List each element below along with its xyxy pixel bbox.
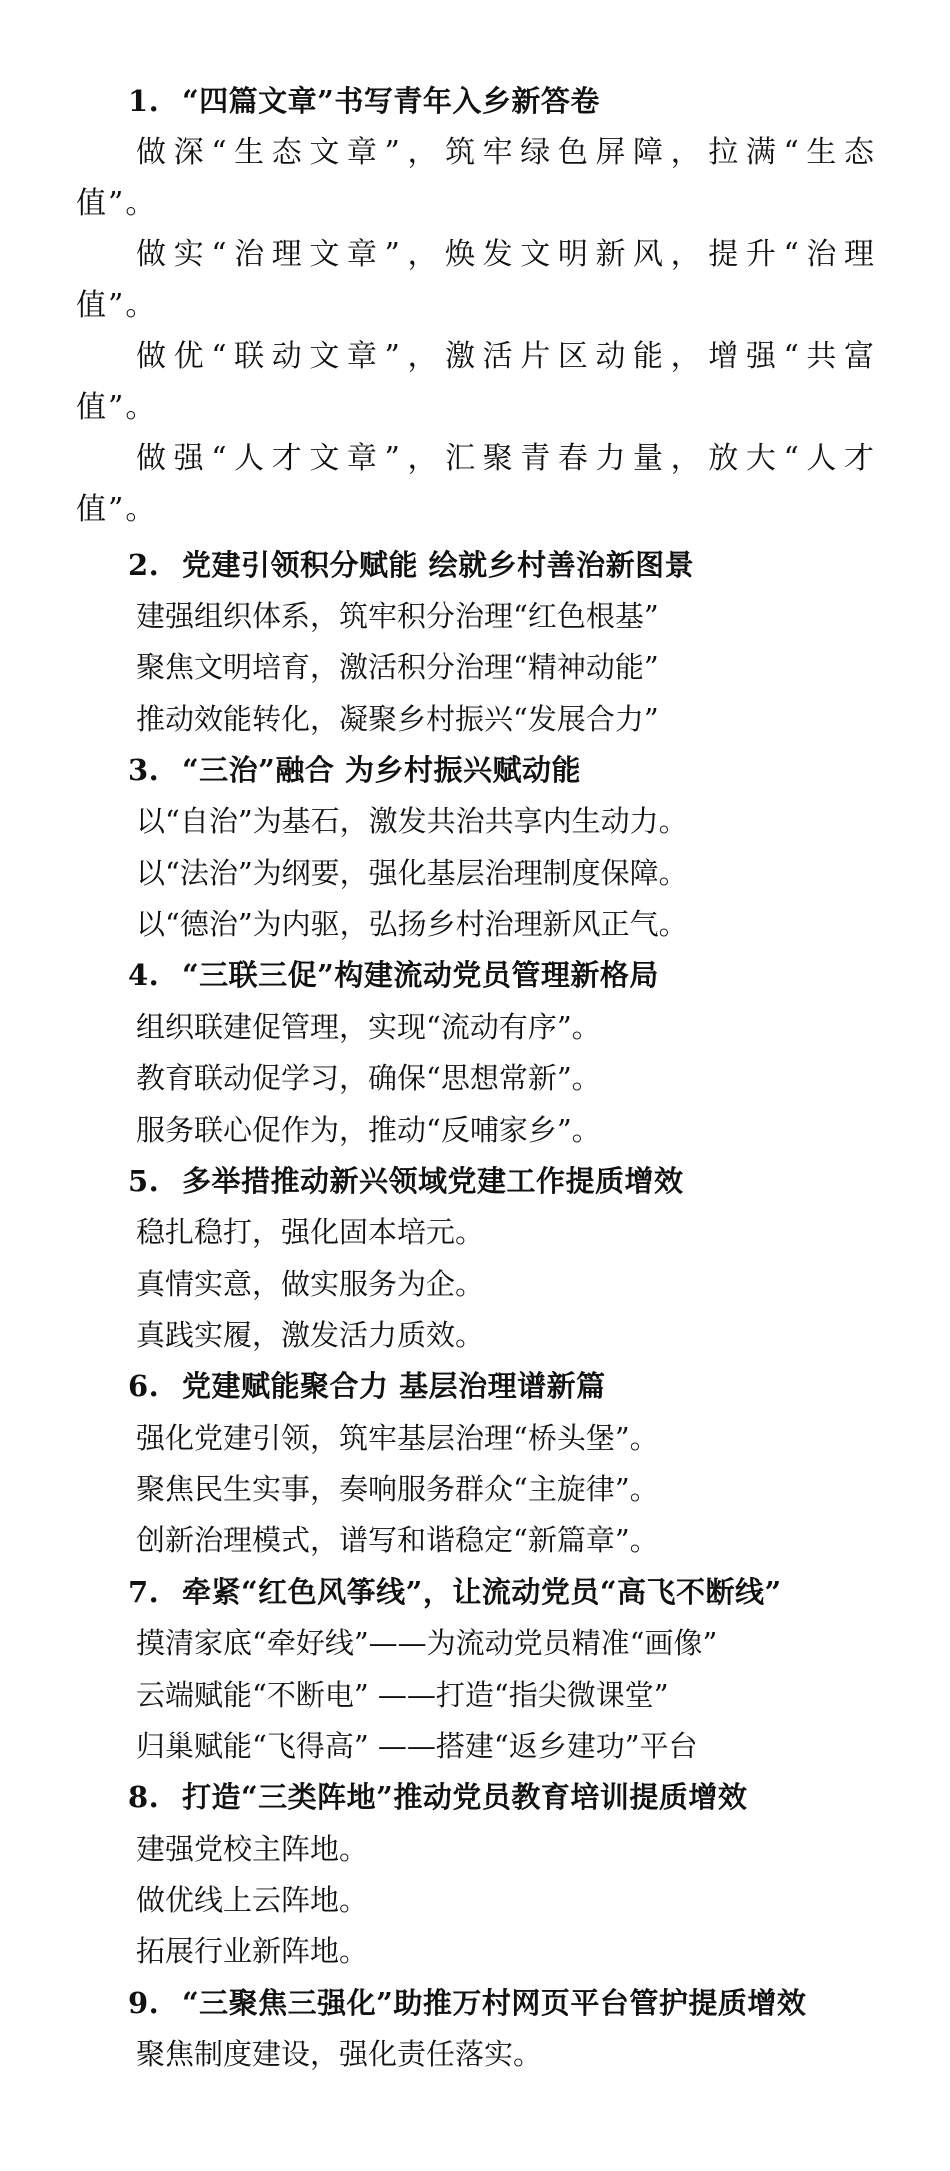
section-number: 3. — [128, 753, 160, 787]
paragraph — [76, 229, 876, 331]
paragraph-line: 做实“治理文章”，焕发文明新风，提升“治理 — [136, 237, 876, 272]
list-item: 拓展行业新阵地。 — [136, 1934, 369, 1968]
list-item: 建强党校主阵地。 — [136, 1832, 369, 1866]
section-number: 6. — [128, 1369, 160, 1403]
section-title: “四篇文章”书写青年入乡新答卷 — [182, 84, 600, 118]
section-number: 7. — [128, 1575, 160, 1609]
list-item: 归巢赋能“飞得高” ——搭建“返乡建功”平台 — [136, 1729, 698, 1763]
paragraph-line: 值”。 — [76, 390, 158, 425]
list-item: 真践实履，激发活力质效。 — [136, 1318, 485, 1352]
section-number: 4. — [128, 958, 160, 992]
section-heading — [128, 81, 600, 121]
section-heading — [128, 1366, 606, 1406]
section-title: “三聚焦三强化”助推万村网页平台管护提质增效 — [182, 1986, 807, 2020]
list-item: 以“德治”为内驱，弘扬乡村治理新风正气。 — [136, 907, 688, 941]
list-item: 以“法治”为纲要，强化基层治理制度保障。 — [136, 856, 688, 890]
section-heading — [128, 750, 581, 790]
paragraph-line: 做强“人才文章”，汇聚青春力量，放大“人才 — [136, 441, 876, 476]
list-item: 真情实意，做实服务为企。 — [136, 1267, 485, 1301]
section-title: “三治”融合 为乡村振兴赋动能 — [182, 753, 581, 787]
list-item: 做优线上云阵地。 — [136, 1883, 369, 1917]
list-item: 稳扎稳打，强化固本培元。 — [136, 1215, 485, 1249]
paragraph-line: 做优“联动文章”，激活片区动能，增强“共富 — [136, 339, 876, 374]
list-item: 聚焦文明培育，激活积分治理“精神动能” — [136, 650, 659, 684]
list-item: 教育联动促学习，确保“思想常新”。 — [136, 1061, 601, 1095]
list-item: 强化党建引领，筑牢基层治理“桥头堡”。 — [136, 1421, 659, 1455]
section-title: 打造“三类阵地”推动党员教育培训提质增效 — [182, 1780, 748, 1814]
section-title: 党建引领积分赋能 绘就乡村善治新图景 — [182, 548, 695, 582]
paragraph-line: 做深“生态文章”，筑牢绿色屏障，拉满“生态 — [136, 135, 876, 170]
paragraph-line: 值”。 — [76, 288, 158, 323]
section-heading — [128, 955, 659, 995]
section-title: 多举措推动新兴领域党建工作提质增效 — [182, 1164, 684, 1198]
section-number: 8. — [128, 1780, 160, 1814]
section-heading — [128, 1777, 747, 1817]
paragraph — [76, 433, 876, 535]
list-item: 云端赋能“不断电” ——打造“指尖微课堂” — [136, 1678, 669, 1712]
section-heading — [128, 545, 694, 585]
paragraph — [76, 127, 876, 229]
section-heading — [128, 1983, 806, 2023]
list-item: 以“自治”为基石，激发共治共享内生动力。 — [136, 804, 688, 838]
list-item: 创新治理模式，谱写和谐稳定“新篇章”。 — [136, 1523, 659, 1557]
section-number: 2. — [128, 548, 160, 582]
section-heading — [128, 1161, 684, 1201]
list-item: 推动效能转化，凝聚乡村振兴“发展合力” — [136, 702, 659, 736]
list-item: 聚焦民生实事，奏响服务群众“主旋律”。 — [136, 1472, 659, 1506]
section-number: 9. — [128, 1986, 160, 2020]
list-item: 摸清家底“牵好线”——为流动党员精准“画像” — [136, 1626, 718, 1660]
list-item: 建强组织体系，筑牢积分治理“红色根基” — [136, 599, 659, 633]
paragraph-line: 值”。 — [76, 186, 158, 221]
list-item: 组织联建促管理，实现“流动有序”。 — [136, 1010, 601, 1044]
paragraph — [76, 331, 876, 433]
paragraph-line: 值”。 — [76, 492, 158, 527]
section-number: 5. — [128, 1164, 160, 1198]
list-item: 服务联心促作为，推动“反哺家乡”。 — [136, 1113, 601, 1147]
section-title: “三联三促”构建流动党员管理新格局 — [182, 958, 659, 992]
list-item: 聚焦制度建设，强化责任落实。 — [136, 2037, 543, 2071]
section-title: 党建赋能聚合力 基层治理谱新篇 — [182, 1369, 606, 1403]
section-title: 牵紧“红色风筝线”，让流动党员“高飞不断线” — [182, 1575, 782, 1609]
section-heading — [128, 1572, 782, 1612]
section-number: 1. — [128, 84, 160, 118]
